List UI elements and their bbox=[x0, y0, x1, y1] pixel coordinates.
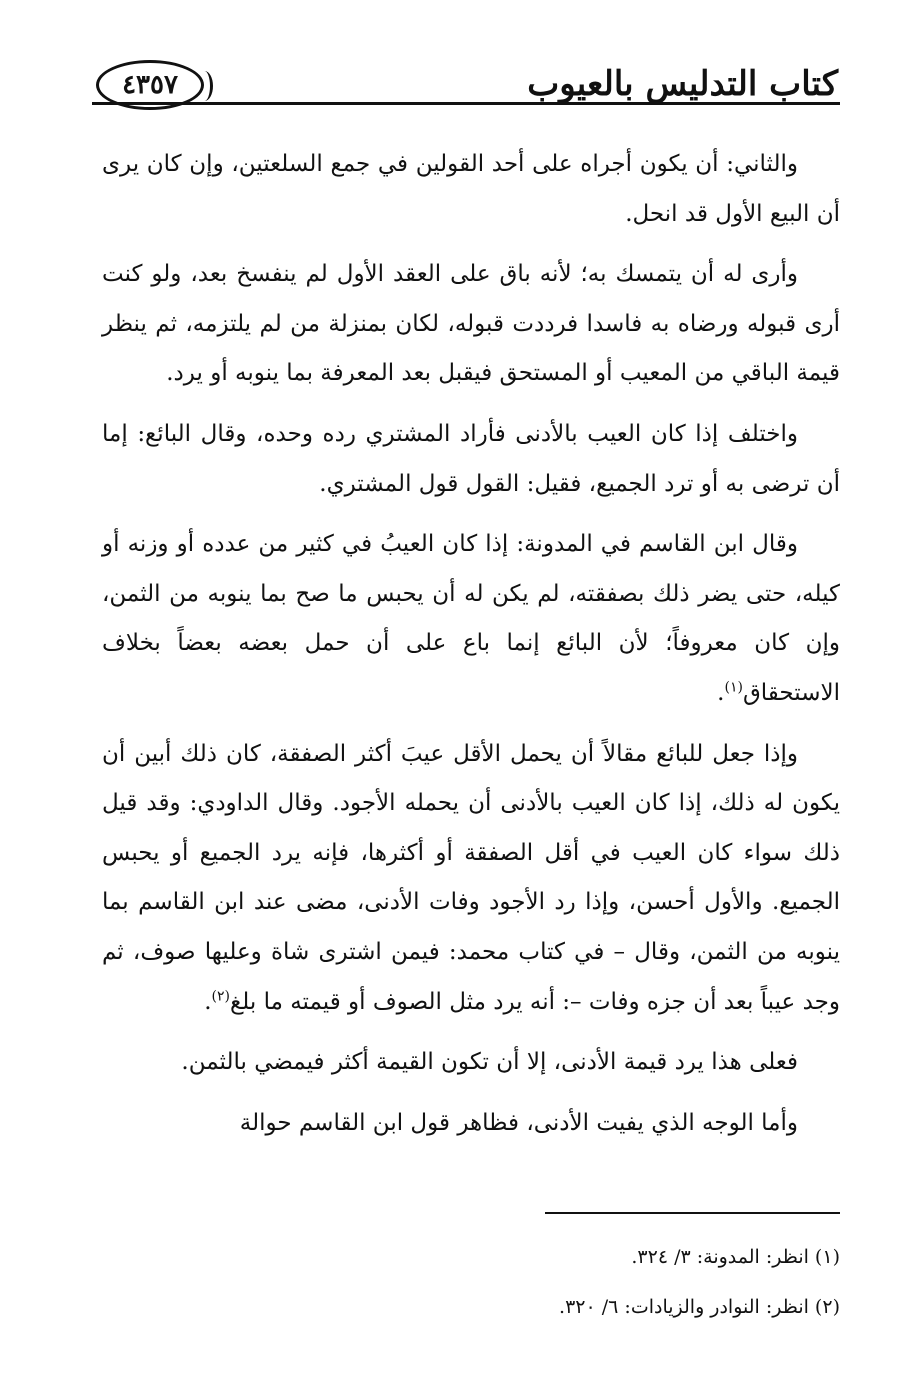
footnote: (١) انظر: المدونة: ٣/ ٣٢٤. bbox=[631, 1246, 840, 1268]
book-title: كتاب التدليس بالعيوب bbox=[527, 64, 838, 104]
page-header bbox=[92, 58, 840, 122]
footnote: (٢) انظر: النوادر والزيادات: ٦/ ٣٢٠. bbox=[559, 1296, 840, 1318]
paragraph: وقال ابن القاسم في المدونة: إذا كان العيبُ في كثير من عدده أو وزنه أو كيله، حتى يضر ذلك بصفقته، لم يكن له أن يحبس ما صح بما ينوبه من الثمن، وإن كان معروفاً؛ لأن البائع إنما باع على أن حمل بعضه بعضاً بخلاف الاستحقاق$^{(١)}$. bbox=[102, 531, 840, 706]
footnote-ref: (١) bbox=[724, 679, 743, 696]
header-rule bbox=[92, 102, 840, 105]
footnote-separator bbox=[545, 1212, 840, 1214]
paragraph: والثاني: أن يكون أجراه على أحد القولين في جمع السلعتين، وإن كان يرى أن البيع الأول قد انحل. bbox=[102, 151, 840, 227]
paragraph: فعلى هذا يرد قيمة الأدنى، إلا أن تكون القيمة أكثر فيمضي بالثمن. bbox=[181, 1049, 798, 1076]
main-text bbox=[102, 140, 840, 1159]
paragraph: وإذا جعل للبائع مقالاً أن يحمل الأقل عيبَ أكثر الصفقة، كان ذلك أبين أن يكون له ذلك، إذا كان العيب بالأدنى أن يحمله الأجود. وقال الداودي: وقد قيل ذلك سواء كان العيب في أقل الصفقة أو أكثرها، فإنه يرد الجميع أو يحبس الجميع. والأول أحسن، وإذا رد الأجود وفات الأدنى، مضى عند ابن القاسم بما ينوبه من الثمن، وقال – في كتاب محمد: فيمن اشترى شاة وعليها صوف، ثم وجد عيباً بعد أن جزه وفات –: أنه يرد مثل الصوف أو قيمته ما بلغ$^{(٢)}$. bbox=[102, 740, 840, 1015]
footnote-ref: (٢) bbox=[211, 987, 231, 1004]
footnotes bbox=[102, 1232, 840, 1332]
paragraph: واختلف إذا كان العيب بالأدنى فأراد المشتري رده وحده، وقال البائع: إما أن ترضى به أو ترد الجميع، فقيل: القول قول المشتري. bbox=[102, 420, 840, 497]
page-number: ٤٣٥٧ bbox=[122, 70, 178, 100]
paragraph: وأما الوجه الذي يفيت الأدنى، فظاهر قول ابن القاسم حوالة bbox=[239, 1109, 798, 1136]
paragraph: وأرى له أن يتمسك به؛ لأنه باق على العقد الأول لم ينفسخ بعد، ولو كنت أرى قبوله ورضاه به فاسدا فرددت قبوله، لكان بمنزلة من لم يلتزمه، ثم ينظر قيمة الباقي من المعيب أو المستحق فيقبل بعد المعرفة بما ينوبه أو يرد. bbox=[102, 261, 840, 387]
